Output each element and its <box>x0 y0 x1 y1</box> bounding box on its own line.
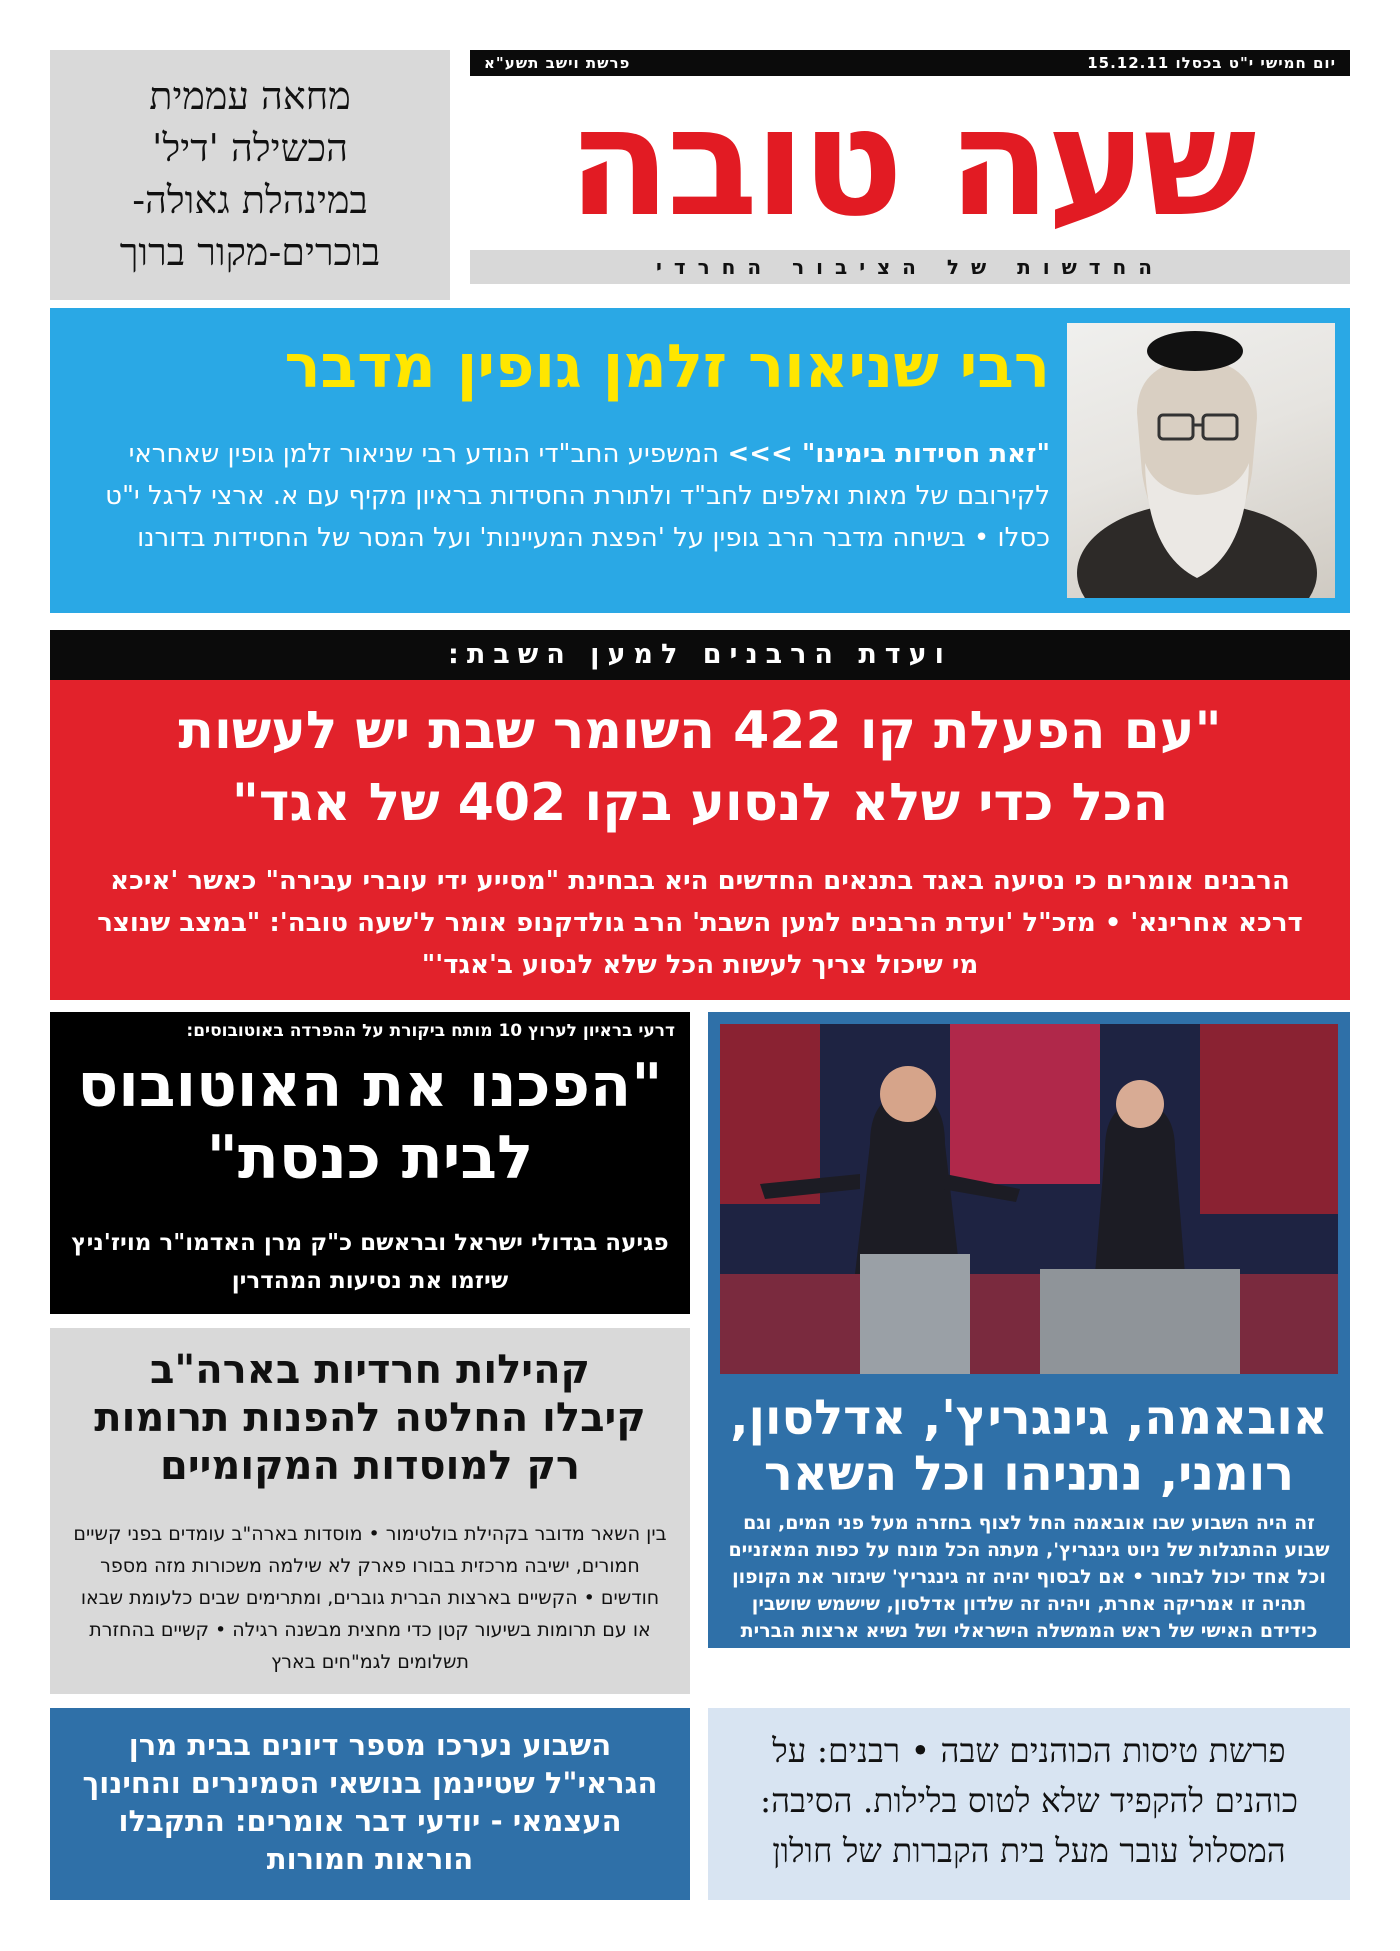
committee-article[interactable] <box>50 680 1350 1000</box>
committee-headline-line: הכל כדי שלא לנסוע בקו 402 של אגד" <box>231 773 1169 833</box>
debate-summary: זה היה השבוע שבו אובאמה החל לצוף בחזרה מעל פני המים, וגם שבוע ההתגלות של ניוט גינגריץ', מעתה הכל מונח על כפות המאזניים וכל אחד יכול לבחור • אם לבסוף יהיה זה גינגריץ' שיגזור את הקופון תהיה זו אמריקה אחרת, ויהיה זה שלדון אדלסון, שישמש שושבין כידידם האישי של ראש הממשלה הישראלי ושל נשיא ארצות הברית <box>728 1512 1330 1642</box>
newspaper-tagline: החדשות של הציבור החרדי <box>470 250 1350 284</box>
bus-kicker: דרעי בראיון לערוץ 10 מותח ביקורת על ההפרדה באוטובוסים: <box>186 1021 675 1041</box>
bus-headline-line: לבית כנסת" <box>206 1123 534 1193</box>
debate-stage-photo <box>720 1024 1338 1374</box>
gofin-summary <box>70 433 1050 559</box>
protest-teaser-line: במינהלת גאולה- <box>132 178 368 222</box>
seminary-text: השבוע נערכו מספר דיונים בבית מרן הגראי"ל שטיינמן בנושאי הסמינרים והחינוך העצמאי - יודעי דבר אומרים: התקבלו הוראות חמורות <box>82 1728 658 1876</box>
rabbi-portrait-photo <box>1067 323 1335 598</box>
committee-headline <box>70 695 1330 839</box>
kohanim-teaser[interactable] <box>708 1708 1350 1900</box>
protest-teaser-line: בוכרים-מקור ברוך <box>119 230 381 274</box>
protest-teaser[interactable] <box>50 50 450 300</box>
protest-teaser-line: הכשילה 'דיל' <box>152 126 348 170</box>
protest-teaser-line: מחאה עממית <box>149 74 351 118</box>
donations-summary: בין השאר מדובר בקהילת בולטימור • מוסדות בארה"ב עומדים בפני קשיים חמורים, ישיבה מרכזית בבורו פארק לא שילמה משכורות מזה מספר חודשים • הקשיים בארצות הברית גוברים, ומתרימים שבים כלעומת שבאו או עם תרומות בשיעור קטן כדי מחצית מבשנה רגילה • קשיים בהחזרת תשלומים לגמ"חים בארץ <box>73 1523 667 1673</box>
seminary-teaser[interactable] <box>50 1708 690 1900</box>
issue-date: יום חמישי י"ט בכסלו 15.12.11 <box>1087 54 1336 72</box>
committee-label: ועדת הרבנים למען השבת: <box>50 630 1350 680</box>
weekly-parasha: פרשת וישב תשע"א <box>484 54 631 72</box>
gofin-body-text: המשפיע החב"די הנודע רבי שניאור זלמן גופין שאחראי לקירובם של מאות ואלפים לחב"ד ולתורת החסידות בראיון מקיף עם א. ארצי לרגל י"ט כסלו • בשיחה מדבר הרב גופין על 'הפצת המעיינות' ועל המסר של החסידות בדורנו <box>105 439 1050 553</box>
us-politics-article[interactable] <box>708 1012 1350 1648</box>
bus-headline <box>60 1050 680 1194</box>
date-bar <box>470 50 1350 76</box>
newspaper-title: שעה טובה <box>567 76 1253 250</box>
gofin-headline: רבי שניאור זלמן גופין מדבר <box>284 332 1050 402</box>
gofin-lead: "זאת חסידות בימינו" >>> <box>727 439 1050 469</box>
donations-article[interactable] <box>50 1328 690 1694</box>
gofin-article[interactable] <box>50 308 1350 613</box>
donations-headline-line: רק למוסדות המקומיים <box>160 1443 580 1489</box>
debate-headline-line: רומני, נתניהו וכל השאר <box>763 1446 1295 1502</box>
bus-article[interactable] <box>50 1012 690 1314</box>
committee-headline-line: "עם הפעלת קו 422 השומר שבת יש לעשות <box>178 701 1222 761</box>
kohanim-text: פרשת טיסות הכוהנים שבה • רבנים: על כוהנים להקפיד שלא לטוס בלילות. הסיבה: המסלול עובר מעל בית הקברות של חולון <box>760 1731 1298 1870</box>
bus-subheadline: פגיעה בגדולי ישראל ובראשם כ"ק מרן האדמו"ר מויז'ניץ שיזמו את נסיעות המהדרין <box>71 1230 669 1294</box>
donations-headline <box>65 1346 675 1490</box>
debate-headline-line: אובאמה, גינגריץ', אדלסון, <box>730 1390 1328 1446</box>
donations-headline-line: קהילות חרדיות בארה"ב <box>149 1347 591 1393</box>
debate-headline <box>723 1390 1335 1502</box>
committee-summary: הרבנים אומרים כי נסיעה באגד בתנאים החדשים היא בבחינת "מסייע ידי עוברי עבירה" כאשר 'איכא דרכא אחרינא' • מזכ"ל 'ועדת הרבנים למען השבת' הרב גולדקנופ אומר ל'שעה טובה': "במצב שנוצר מי שיכול צריך לעשות הכל שלא לנסוע ב'אגד'" <box>97 866 1303 980</box>
bus-headline-line: "הפכנו את האוטובוס <box>77 1051 663 1121</box>
donations-headline-line: קיבלו החלטה להפנות תרומות <box>94 1395 646 1441</box>
